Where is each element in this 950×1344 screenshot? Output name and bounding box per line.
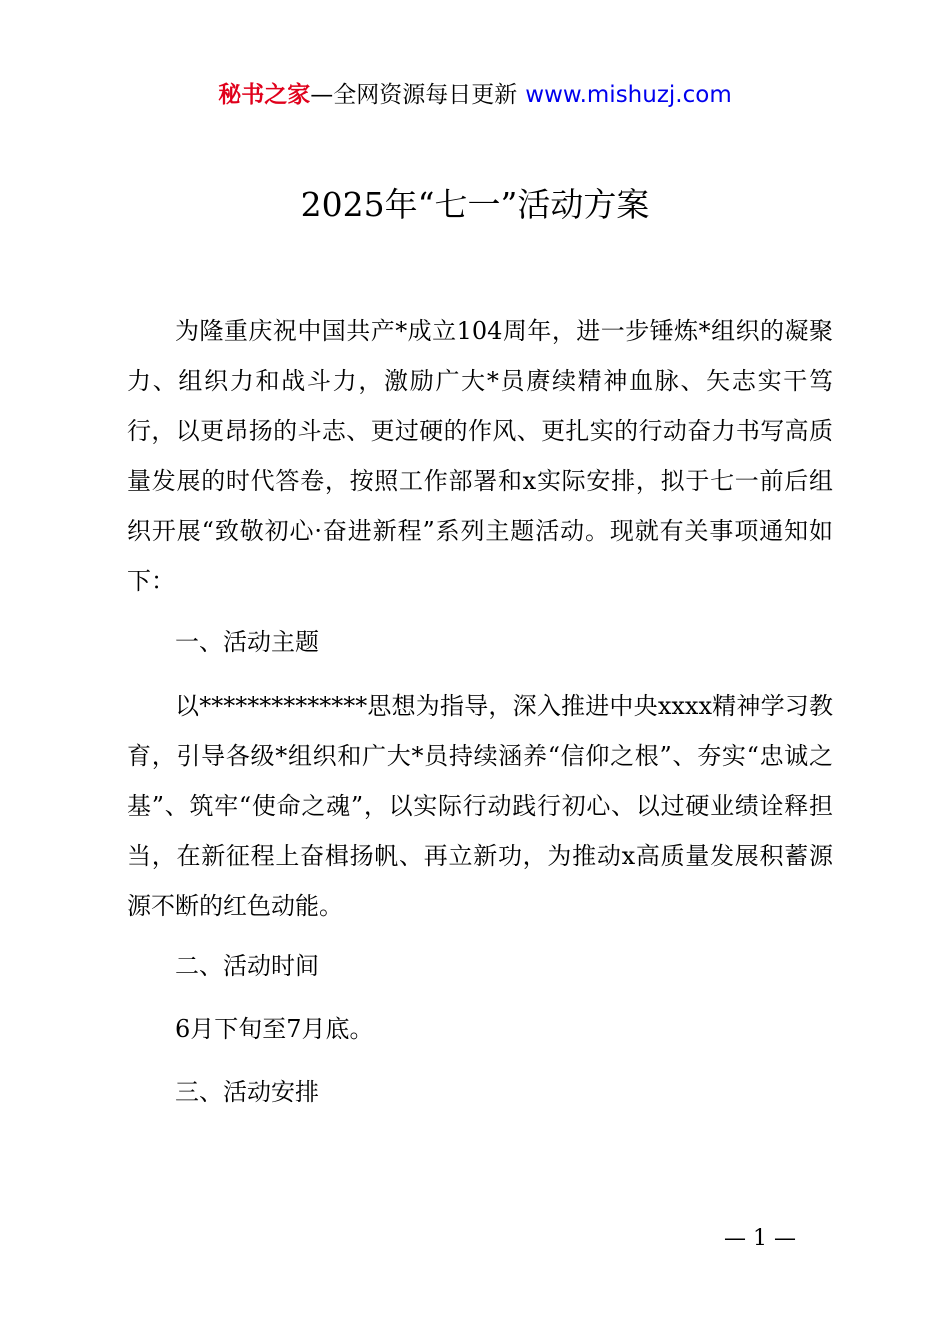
site-url-link[interactable]: www.mishuzj.com <box>525 82 732 108</box>
page-number: — 1 — <box>724 1226 796 1251</box>
banner-tagline: —全网资源每日更新 <box>310 82 518 108</box>
section-heading-time: 二、活动时间 <box>175 952 319 980</box>
intro-paragraph: 为隆重庆祝中国共产*成立104周年，进一步锤炼*组织的凝聚力、组织力和战斗力，激励广大*员赓续精神血脉、矢志实干笃行，以更昂扬的斗志、更过硬的作风、更扎实的行动奋力书写高质量发展的时代答卷，按照工作部署和x实际安排，拟于七一前后组织开展“致敬初心·奋进新程”系列主题活动。现就有关事项通知如下： <box>127 317 833 595</box>
time-paragraph: 6月下旬至7月底。 <box>175 1015 374 1043</box>
document-title: 2025年“七一”活动方案 <box>300 185 650 224</box>
section-heading-arrangement: 三、活动安排 <box>175 1078 319 1106</box>
section-heading-theme: 一、活动主题 <box>175 628 319 656</box>
theme-paragraph: 以**************思想为指导，深入推进中央xxxx精神学习教育，引导各级*组织和广大*员持续涵养“信仰之根”、夯实“忠诚之基”、筑牢“使命之魂”，以实际行动践行初心、以过硬业绩诠释担当，在新征程上奋楫扬帆、再立新功，为推动x高质量发展积蓄源源不断的红色动能。 <box>127 692 833 920</box>
brand-name: 秘书之家 <box>218 82 311 108</box>
site-banner <box>0 78 950 112</box>
